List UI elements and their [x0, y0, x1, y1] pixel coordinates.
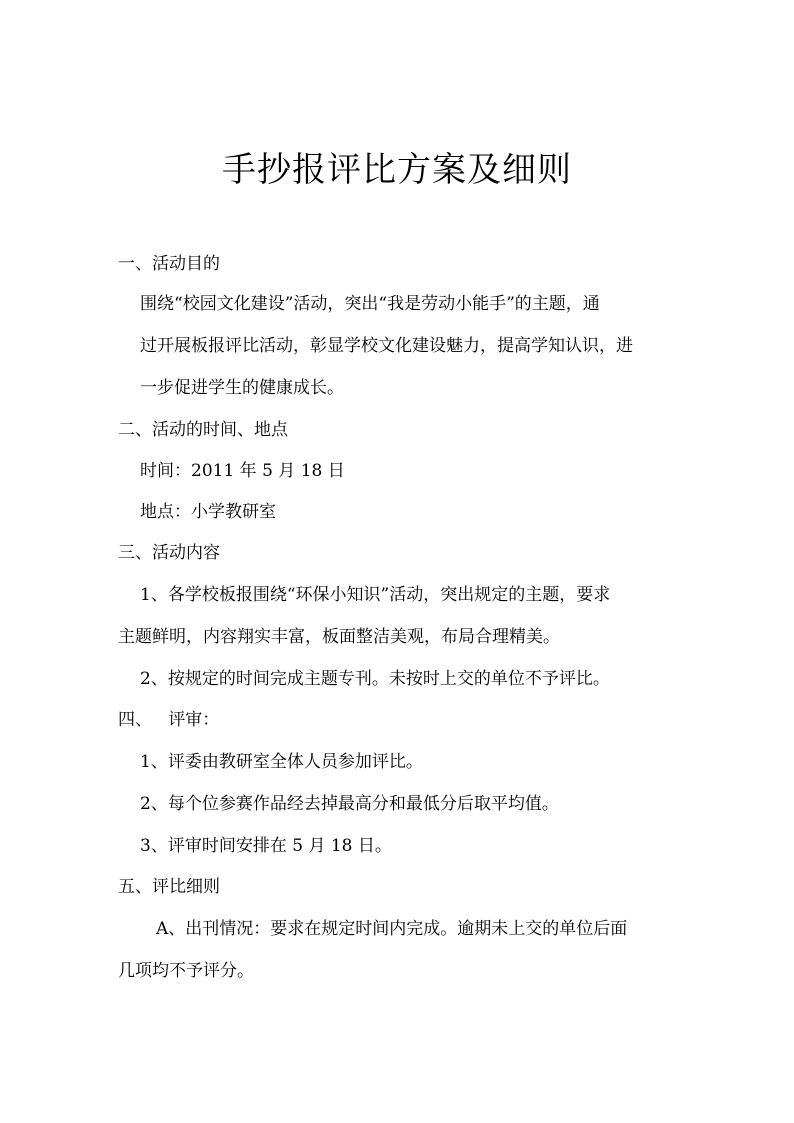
paragraph-line: 主题鲜明，内容翔实丰富，板面整洁美观，布局合理精美。	[118, 627, 560, 647]
paragraph-line: 地点：小学教研室	[140, 502, 276, 522]
section-heading-purpose: 一、活动目的	[118, 254, 220, 274]
paragraph-line: 几项均不予评分。	[118, 961, 254, 981]
paragraph-line: A、出刊情况：要求在规定时间内完成。逾期未上交的单位后面	[156, 919, 628, 939]
paragraph-line: 1、各学校板报围绕“环保小知识”活动，突出规定的主题，要求	[140, 585, 611, 605]
paragraph-line: 2、按规定的时间完成主题专刊。未按时上交的单位不予评比。	[140, 669, 610, 689]
section-heading-content: 三、活动内容	[118, 543, 220, 563]
paragraph-line: 1、评委由教研室全体人员参加评比。	[140, 752, 423, 772]
paragraph-line: 时间：2011 年 5 月 18 日	[140, 461, 345, 481]
section-heading-time-place: 二、活动的时间、地点	[118, 420, 288, 440]
paragraph-line: 围绕“校园文化建设”活动，突出“我是劳动小能手”的主题，通	[140, 294, 600, 314]
section-heading-review: 四、 评审：	[118, 710, 220, 730]
paragraph-line: 2、每个位参赛作品经去掉最高分和最低分后取平均值。	[140, 794, 559, 814]
section-heading-rules: 五、评比细则	[118, 877, 220, 897]
paragraph-line: 一步促进学生的健康成长。	[140, 378, 344, 398]
paragraph-line: 过开展板报评比活动，彰显学校文化建设魅力，提高学知认识，进	[140, 336, 633, 356]
document-title: 手抄报评比方案及细则	[222, 150, 572, 190]
paragraph-line: 3、评审时间安排在 5 月 18 日。	[140, 836, 392, 856]
